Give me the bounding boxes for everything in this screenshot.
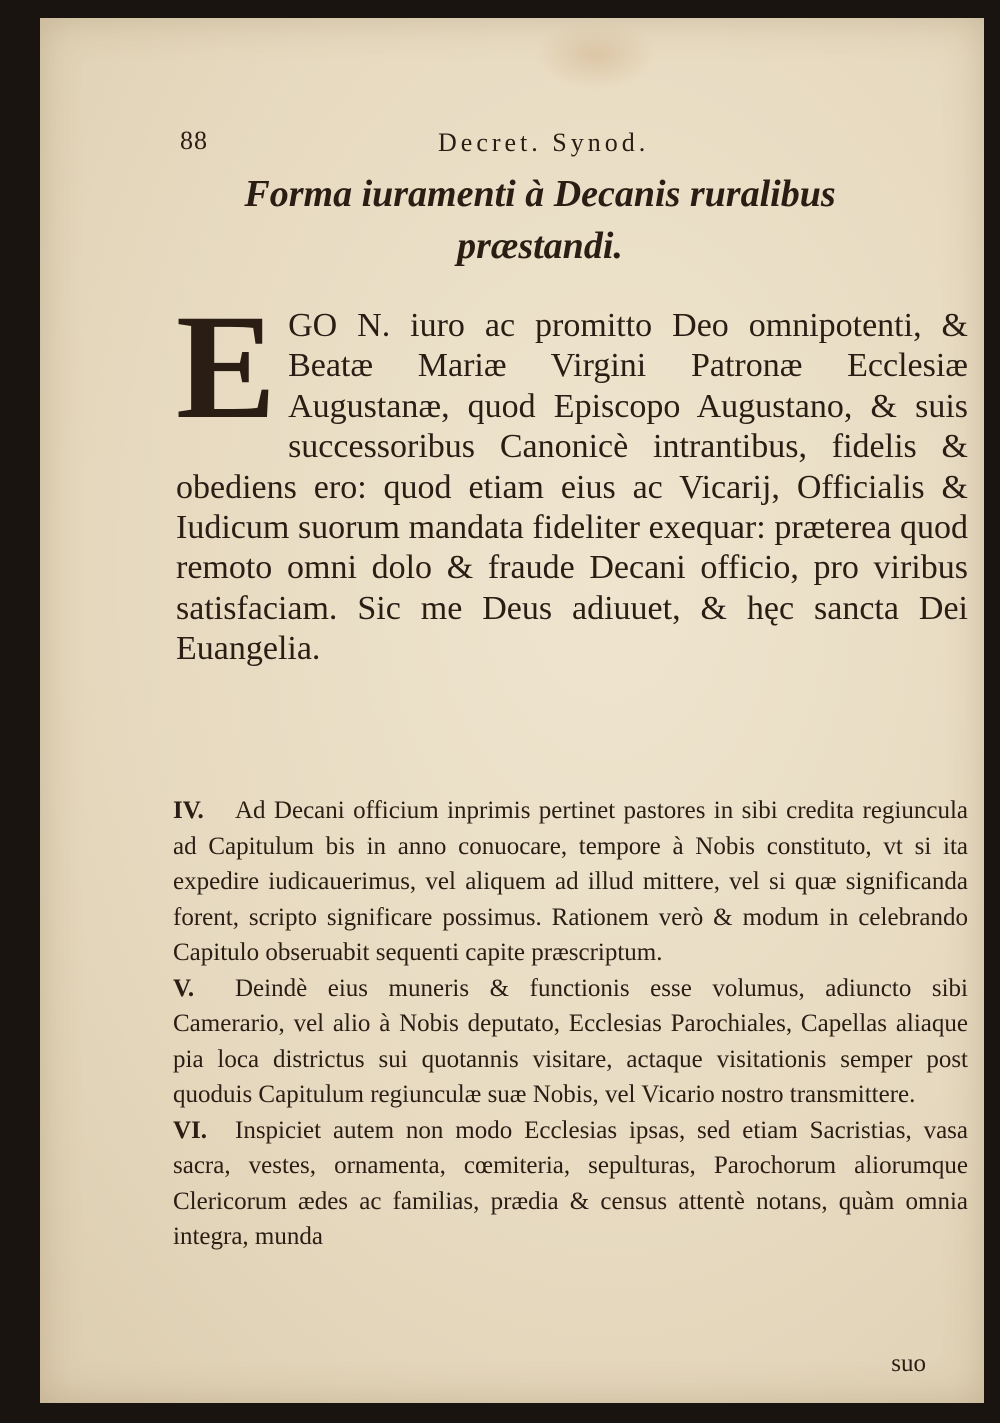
title-line-2: præstandi.	[457, 225, 623, 267]
oath-text	[176, 284, 968, 670]
running-title: Decret. Synod.	[438, 128, 650, 157]
paragraph-text: Deindè eius muneris & functionis esse volumus, adiuncto sibi Camerario, vel alio à Nobis deputato, Ecclesias Parochiales, Capellas aliaque pia loca districtus sui quotannis visitare, actaque visitationis semper post quoduis Capitulum regiunculæ suæ Nobis, vel Vicario nostro transmittere.	[173, 974, 968, 1108]
paragraph-number: V.	[173, 974, 195, 1002]
paragraph-v	[173, 971, 968, 1113]
oath-title	[160, 168, 920, 272]
paragraph-number: IV.	[173, 797, 204, 824]
paragraph-vi	[173, 1113, 968, 1255]
paragraph-text: Ad Decani officium inprimis pertinet pastores in sibi credita regiuncula ad Capitulum bis in anno conuocare, tempore à Nobis constituto, vt si ita expedire iudicauerimus, vel aliquem ad illud mittere, vel si quæ significanda forent, scripto significare possimus. Rationem verò & modum in celebrando Capitulo obseruabit sequenti capite præscriptum.	[173, 797, 968, 966]
book-page	[40, 18, 984, 1403]
drop-cap: E	[176, 284, 277, 450]
catchword: suo	[891, 1350, 926, 1377]
paragraph-iv	[173, 793, 968, 971]
paper-stain	[535, 20, 657, 90]
paragraph-text: Inspiciet autem non modo Ecclesias ipsas, sed etiam Sacristias, vasa sacra, vestes, ornamenta, cœmiteria, sepulturas, Parochorum aliorumque Clericorum ædes ac familias, prædia & census attentè notans, quàm omnia integra, munda	[173, 1116, 968, 1250]
decree-paragraphs	[173, 793, 968, 1255]
paragraph-number: VI.	[173, 1116, 208, 1144]
page-number: 88	[180, 126, 208, 155]
oath-body: GO N. iuro ac promitto Deo omnipotenti, & Beatæ Mariæ Virgini Patronæ Ecclesiæ Augustanæ, quod Episcopo Augustano, & suis successoribus Canonicè intrantibus, fidelis & obediens ero: quod etiam eius ac Vicarij, Officialis & Iudicum suorum mandata fideliter exequar: præterea quod remoto omni dolo & fraude Decani officio, pro viribus satisfaciam. Sic me Deus adiuuet, & hęc sancta Dei Euangelia.	[176, 307, 968, 668]
running-head	[40, 126, 984, 166]
title-line-1: Forma iuramenti à Decanis ruralibus	[244, 173, 836, 215]
